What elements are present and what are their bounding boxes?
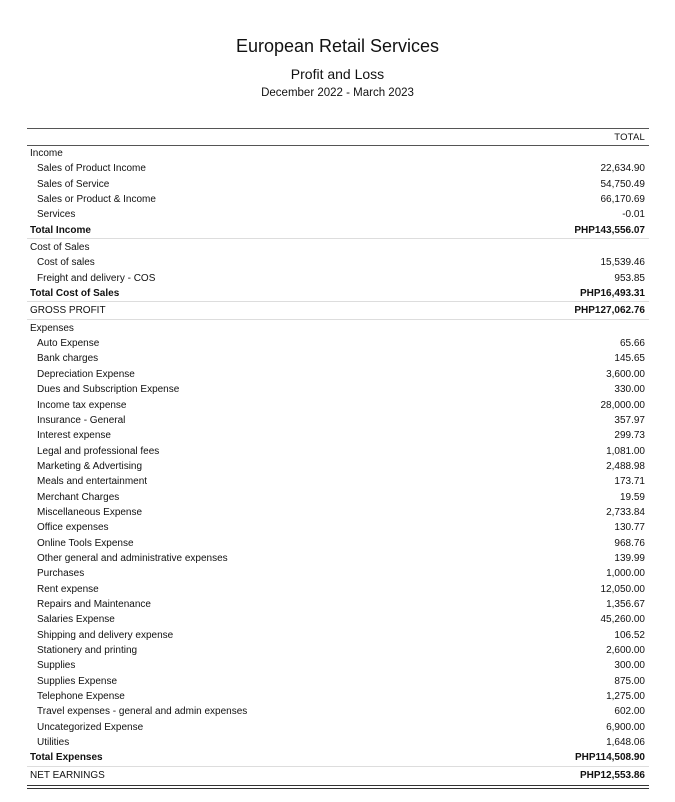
line-item-amount: 1,000.00 [606, 568, 645, 580]
line-item-amount: 130.77 [614, 522, 645, 534]
line-item-amount: 45,260.00 [600, 614, 645, 626]
line-item-label: Marketing & Advertising [37, 460, 143, 472]
line-item-amount: 19.59 [619, 491, 645, 503]
total-cost-of-sales-amount: PHP16,493.31 [579, 288, 645, 300]
cost-of-sales-items [27, 255, 649, 286]
line-item-label: Insurance - General [37, 414, 126, 426]
expense-line-item [27, 336, 649, 351]
expense-line-item [27, 735, 649, 750]
double-underline [27, 785, 649, 789]
section-label: Income [30, 148, 63, 159]
line-item-amount: 3,600.00 [606, 368, 645, 380]
total-expenses-amount: PHP114,508.90 [574, 752, 645, 764]
expense-line-item [27, 398, 649, 413]
line-item-label: Office expenses [37, 522, 109, 534]
expense-line-item [27, 551, 649, 566]
total-expenses-row [27, 750, 649, 766]
line-item-amount: 1,648.06 [606, 737, 645, 749]
net-earnings-amount: PHP12,553.86 [579, 769, 645, 781]
line-item-label: Freight and delivery - COS [37, 272, 156, 284]
line-item-label: Shipping and delivery expense [37, 629, 174, 641]
expense-line-item [27, 612, 649, 627]
line-item-label: Sales or Product & Income [37, 194, 156, 206]
line-item-amount: 2,488.98 [606, 460, 645, 472]
line-item-amount: 15,539.46 [600, 257, 645, 269]
expense-line-item [27, 689, 649, 704]
expense-line-item [27, 628, 649, 643]
expense-line-item [27, 474, 649, 489]
line-item-amount: 65.66 [619, 338, 645, 350]
line-item-label: Stationery and printing [37, 645, 138, 656]
line-item-amount: 139.99 [614, 552, 645, 564]
profit-loss-table [27, 128, 649, 789]
expense-line-item [27, 351, 649, 366]
line-item-label: Sales of Product Income [37, 163, 146, 175]
line-item-amount: 299.73 [614, 430, 645, 442]
line-item-label: Telephone Expense [37, 691, 125, 703]
line-item-amount: 28,000.00 [600, 399, 645, 411]
line-item-amount: 173.71 [614, 476, 645, 488]
line-item-amount: 12,050.00 [600, 583, 645, 595]
line-item-label: Supplies Expense [37, 675, 118, 687]
line-item-amount: 300.00 [614, 660, 645, 672]
expense-line-item [27, 582, 649, 597]
expense-line-item [27, 367, 649, 382]
line-item-label: Bank charges [37, 353, 99, 365]
net-earnings-label: NET EARNINGS [30, 769, 105, 781]
line-item-label: Dues and Subscription Expense [37, 384, 180, 396]
line-item-amount: 357.97 [614, 414, 645, 426]
section-label: Expenses [30, 322, 74, 334]
line-item-label: Meals and entertainment [37, 476, 148, 488]
income-items [27, 161, 649, 222]
line-item-label: Rent expense [37, 583, 99, 595]
line-item-amount: 106.52 [614, 629, 645, 641]
line-item-label: Sales of Service [37, 178, 110, 190]
line-item-amount: 875.00 [614, 675, 645, 687]
line-item-amount: 145.65 [614, 353, 645, 365]
total-cost-of-sales-row [27, 286, 649, 302]
line-item-label: Merchant Charges [37, 491, 120, 503]
total-column-header: TOTAL [614, 132, 645, 143]
gross-profit-amount: PHP127,062.76 [574, 305, 645, 317]
total-expenses-label: Total Expenses [30, 752, 103, 764]
expense-line-item [27, 643, 649, 658]
line-item-amount: 6,900.00 [606, 721, 645, 733]
company-name: European Retail Services [235, 36, 440, 56]
expense-line-item [27, 444, 649, 459]
line-item-amount: -0.01 [622, 209, 645, 221]
line-item-label: Cost of sales [37, 257, 95, 269]
section-label: Cost of Sales [30, 242, 90, 254]
line-item-label: Purchases [37, 568, 85, 580]
income-line-item [27, 177, 649, 192]
line-item-label: Uncategorized Expense [37, 721, 144, 733]
line-item-label: Auto Expense [37, 338, 100, 350]
gross-profit-row [27, 303, 649, 319]
line-item-amount: 2,733.84 [606, 506, 645, 518]
total-income-label: Total Income [30, 224, 91, 236]
line-item-label: Depreciation Expense [37, 368, 135, 380]
total-cost-of-sales-label: Total Cost of Sales [30, 288, 120, 300]
expense-line-item [27, 566, 649, 581]
line-item-amount: 1,356.67 [606, 598, 645, 610]
expense-line-item [27, 382, 649, 397]
line-item-label: Other general and administrative expenses [37, 552, 228, 564]
net-earnings-row [27, 768, 649, 783]
line-item-label: Utilities [37, 737, 70, 749]
income-line-item [27, 207, 649, 222]
total-income-amount: PHP143,556.07 [574, 224, 645, 236]
line-item-amount: 968.76 [614, 537, 645, 549]
line-item-label: Travel expenses - general and admin expenses [37, 706, 248, 718]
expenses-section-heading [27, 321, 649, 336]
income-line-item [27, 192, 649, 207]
line-item-amount: 330.00 [614, 384, 645, 396]
column-header-row [27, 129, 649, 146]
expense-line-item [27, 704, 649, 719]
report-period: December 2022 - March 2023 [261, 87, 414, 99]
gross-profit-label: GROSS PROFIT [30, 305, 106, 317]
total-income-row [27, 223, 649, 239]
expense-line-item [27, 597, 649, 612]
line-item-label: Services [37, 209, 76, 221]
cost-of-sales-section-heading [27, 240, 649, 255]
expense-items [27, 336, 649, 750]
line-item-label: Salaries Expense [37, 614, 115, 626]
expense-line-item [27, 505, 649, 520]
line-item-amount: 1,081.00 [606, 445, 645, 457]
expense-line-item [27, 674, 649, 689]
income-line-item [27, 161, 649, 176]
expense-line-item [27, 413, 649, 428]
expense-line-item [27, 720, 649, 735]
cost-of-sales-line-item [27, 255, 649, 270]
line-item-amount: 2,600.00 [606, 645, 645, 656]
line-item-label: Income tax expense [37, 399, 127, 411]
line-item-label: Miscellaneous Expense [37, 506, 143, 518]
expense-line-item [27, 520, 649, 535]
expense-line-item [27, 428, 649, 443]
income-section-heading [27, 146, 649, 161]
line-item-amount: 54,750.49 [600, 178, 645, 190]
expense-line-item [27, 658, 649, 673]
line-item-amount: 22,634.90 [600, 163, 645, 175]
line-item-label: Supplies [37, 660, 76, 672]
line-item-label: Legal and professional fees [37, 445, 160, 457]
line-item-amount: 1,275.00 [606, 691, 645, 703]
line-item-label: Repairs and Maintenance [37, 598, 151, 610]
report-title: Profit and Loss [290, 66, 385, 82]
line-item-amount: 953.85 [614, 272, 645, 284]
line-item-amount: 66,170.69 [600, 194, 645, 206]
expense-line-item [27, 536, 649, 551]
line-item-amount: 602.00 [614, 706, 645, 718]
expense-line-item [27, 459, 649, 474]
cost-of-sales-line-item [27, 271, 649, 286]
line-item-label: Interest expense [37, 430, 111, 442]
expense-line-item [27, 490, 649, 505]
line-item-label: Online Tools Expense [37, 537, 134, 549]
